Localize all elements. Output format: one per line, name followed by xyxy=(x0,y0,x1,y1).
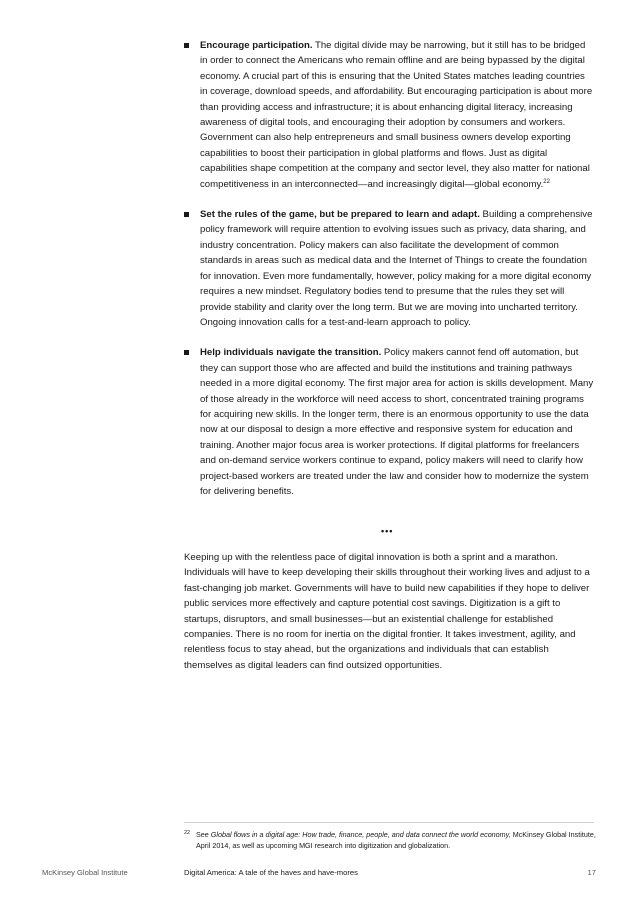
bullet-item xyxy=(184,38,594,192)
bullet-item xyxy=(184,207,594,330)
page-number: 17 xyxy=(587,868,596,877)
bullet-list xyxy=(184,38,594,514)
footnote-rest: McKinsey Global Institute, April 2014, as well as upcoming MGI research into digitization and globalization. xyxy=(196,830,596,850)
footnote-divider xyxy=(184,822,594,823)
bullet-lead: Help individuals navigate the transition. xyxy=(200,347,382,359)
bullet-text: Building a comprehensive policy framework will require attention to evolving issues such as privacy, data sharing, and industry concentration. Policy makers can also facilitate the development of common standards in areas such as medical data and the Internet of Things to create the foundation for innovation. Even more fundamentally, however, policy making for a more digital economy requires a new mindset. Regulatory bodies tend to presume that the rules they set will provide stability and clarity over the long term. But we are moving into uncharted territory. Ongoing innovation calls for a test-and-learn approach to policy. xyxy=(200,209,593,328)
closing-paragraph: Keeping up with the relentless pace of digital innovation is both a sprint and a marathon. Individuals will have to keep developing their skills throughout their working lives and adjust to a fast-changing job market. Governments will have to build new capabilities if they hope to deliver public services more effectively and capture potential cost savings. Digitization is a gift to startups, disruptors, and small businesses—but an existential challenge for established companies. There is no room for inertia on the digital frontier. It takes investment, agility, and relentless focus to stay ahead, but the organizations and individuals that can establish themselves as digital leaders can find outsized opportunities. xyxy=(184,552,590,671)
footnote-text xyxy=(184,829,596,851)
bullet-item xyxy=(184,345,594,499)
section-separator: ••• xyxy=(381,526,394,536)
bullet-lead: Encourage participation. xyxy=(200,40,313,51)
footer-publisher: McKinsey Global Institute xyxy=(42,868,128,877)
bullet-text: Policy makers cannot fend off automation, but they can support those who are affected and build the institutions and training pathways needed in a more digital economy. The first major area for action is skills development. Many of those already in the workforce will need access to short, concentrated training programs for acquiring new skills. In the longer term, there is an enormous opportunity to use the data now at our disposal to design a more effective and responsive system for education and training. Another major focus area is worker protections. If digital platforms for freelancers and on-demand service workers continue to expand, policy makers will need to clarify how project-based workers are treated under the law and consider how to modernize the system for delivering benefits. xyxy=(200,347,594,497)
footnote-prefix: See xyxy=(196,830,211,839)
footnote xyxy=(184,829,596,851)
bullet-square-icon xyxy=(184,212,189,217)
footnote-title: Global flows in a digital age: How trade, finance, people, and data connect the world economy, xyxy=(210,830,511,839)
footnote-ref[interactable]: 22 xyxy=(543,178,550,185)
bullet-lead: Set the rules of the game, but be prepared to learn and adapt. xyxy=(200,209,480,221)
footnote-number: 22 xyxy=(184,830,191,836)
bullet-text: The digital divide may be narrowing, but it still has to be bridged in order to connect the Americans who remain offline and are being bypassed by the digital economy. A crucial part of this is ensuring that the United States matches leading countries in coverage, download speeds, and affordability. But encouraging participation is about more than providing access and infrastructure; it is about enhancing digital literacy, increasing awareness of digital tools, and encouraging their adoption by consumers and workers. Government can also help entrepreneurs and small business owners develop exporting capabilities to boost their participation in global platforms and flows. Just as digital capabilities shape competition at the company and sector level, they also matter for national competitiveness in an interconnected—and increasingly digital—global economy. xyxy=(200,40,593,190)
bullet-square-icon xyxy=(184,43,189,48)
footer-report-title: Digital America: A tale of the haves and have-mores xyxy=(184,868,358,877)
bullet-square-icon xyxy=(184,350,189,355)
